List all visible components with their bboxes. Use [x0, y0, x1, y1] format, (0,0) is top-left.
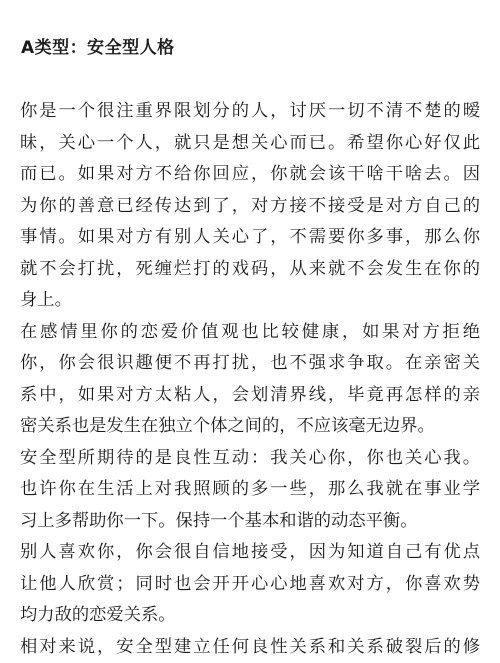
text-line: 系中，如果对方太粘人，会划清界线，毕竟再怎样的亲 — [20, 380, 480, 412]
text-line: 均力敌的恋爱关系。 — [20, 600, 480, 632]
text-line: 安全型所期待的是良性互动：我关心你，你也关心我。 — [20, 443, 480, 475]
text-line: 昧，关心一个人，就只是想关心而已。希望你心好仅此 — [20, 128, 480, 160]
text-line: 别人喜欢你，你会很自信地接受，因为知道自己有优点 — [20, 537, 480, 569]
text-line: 你是一个很注重界限划分的人，讨厌一切不清不楚的暧 — [20, 96, 480, 128]
text-line: 相对来说，安全型建立任何良性关系和关系破裂后的修 — [20, 632, 480, 663]
paragraph-relationship-repair — [20, 632, 490, 663]
text-line: 为你的善意已经传达到了，对方接不接受是对方自己的 — [20, 191, 480, 223]
paragraph-boundaries — [20, 96, 490, 317]
text-line: 习上多帮助你一下。保持一个基本和谐的动态平衡。 — [20, 506, 480, 538]
paragraph-positive-interaction — [20, 443, 490, 538]
text-line: 而已。如果对方不给你回应，你就会该干啥干啥去。因 — [20, 159, 480, 191]
text-line: 密关系也是发生在独立个体之间的，不应该毫无边界。 — [20, 411, 480, 443]
article-body — [20, 96, 490, 663]
text-line: 让他人欣赏；同时也会开开心心地喜欢对方，你喜欢势 — [20, 569, 480, 601]
section-heading: A类型：安全型人格 — [21, 36, 175, 60]
text-line: 在感情里你的恋爱价值观也比较健康，如果对方拒绝 — [20, 317, 480, 349]
text-line: 就不会打扰，死缠烂打的戏码，从来就不会发生在你的 — [20, 254, 480, 286]
paragraph-confidence — [20, 537, 490, 632]
text-line: 事情。如果对方有别人关心了，不需要你多事，那么你 — [20, 222, 480, 254]
text-line: 你，你会很识趣便不再打扰，也不强求争取。在亲密关 — [20, 348, 480, 380]
text-line: 身上。 — [20, 285, 480, 317]
text-line: 也许你在生活上对我照顾的多一些，那么我就在事业学 — [20, 474, 480, 506]
paragraph-love-values — [20, 317, 490, 443]
